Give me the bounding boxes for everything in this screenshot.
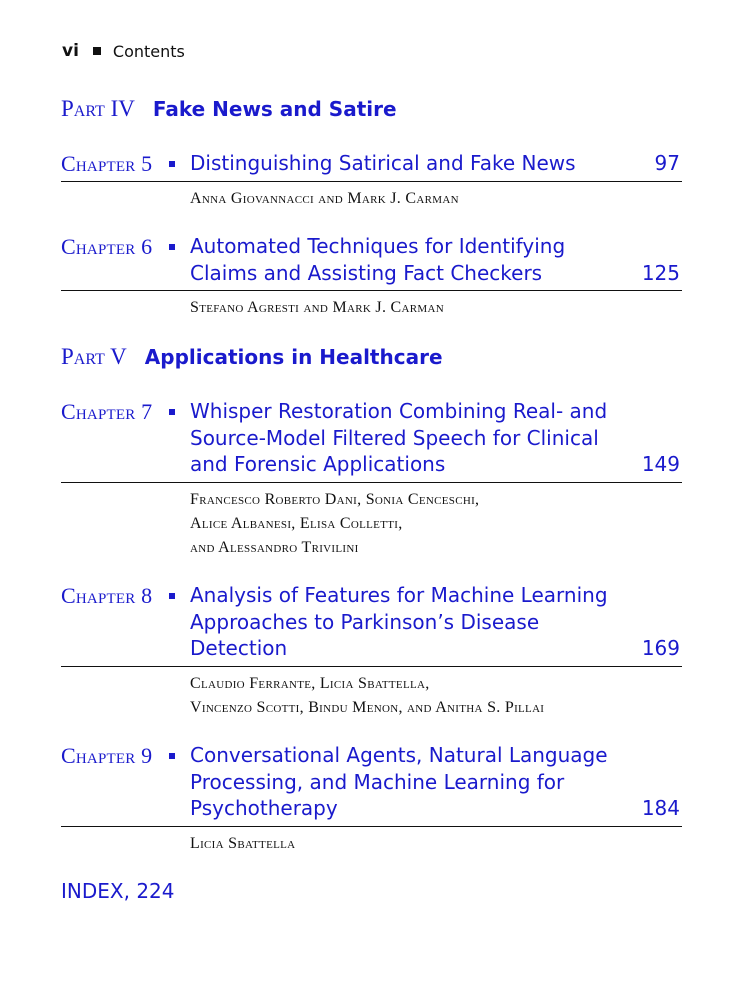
part-title[interactable]: Applications in Healthcare <box>144 345 443 369</box>
running-header <box>62 41 185 61</box>
toc-entry-chapter-5[interactable] <box>61 150 682 211</box>
toc-entry-chapter-6[interactable] <box>61 233 682 320</box>
author-line: Alice Albanesi, Elisa Colletti, <box>190 514 403 532</box>
chapter-label: Chapter 7 <box>61 399 153 424</box>
chapter-page[interactable]: 97 <box>654 151 680 175</box>
page-number: vi <box>62 41 79 61</box>
chapter-heading <box>61 150 682 182</box>
square-bullet-icon <box>169 593 175 599</box>
section-label: Contents <box>112 41 185 61</box>
chapter-label: Chapter 6 <box>61 234 153 259</box>
chapter-label: Chapter 9 <box>61 743 153 768</box>
chapter-title-line: Conversational Agents, Natural Language <box>190 743 608 767</box>
chapter-title-line: and Forensic Applications <box>190 452 446 476</box>
part-title[interactable]: Fake News and Satire <box>152 97 397 121</box>
part-label: Part IV <box>61 96 135 121</box>
chapter-title-line: Psychotherapy <box>190 796 338 820</box>
chapter-page[interactable]: 169 <box>641 636 680 660</box>
author-line: Claudio Ferrante, Licia Sbattella, <box>190 674 430 692</box>
chapter-title[interactable] <box>190 582 632 662</box>
chapter-authors <box>190 187 682 211</box>
square-bullet-icon <box>169 753 175 759</box>
chapter-heading <box>61 742 682 827</box>
chapter-title-line: Whisper Restoration Combining Real- and <box>190 399 608 423</box>
part-label: Part V <box>61 344 127 369</box>
chapter-authors <box>190 832 682 856</box>
toc-entry-chapter-7[interactable] <box>61 398 682 560</box>
chapter-heading <box>61 582 682 667</box>
chapter-authors <box>190 296 682 320</box>
part-heading-v <box>61 344 443 370</box>
chapter-authors <box>190 488 682 560</box>
chapter-title[interactable] <box>190 398 632 478</box>
chapter-title-line: Claims and Assisting Fact Checkers <box>190 260 543 285</box>
square-bullet-icon <box>93 47 101 55</box>
chapter-title-line: Approaches to Parkinson’s Disease <box>190 609 540 634</box>
square-bullet-icon <box>169 409 175 415</box>
author-line: Vincenzo Scotti, Bindu Menon, and Anitha S. Pillai <box>190 698 545 716</box>
index-link[interactable]: INDEX, 224 <box>61 879 175 903</box>
chapter-authors <box>190 672 682 720</box>
chapter-title[interactable] <box>190 233 632 286</box>
chapter-page[interactable]: 184 <box>641 796 680 820</box>
toc-entry-chapter-9[interactable] <box>61 742 682 856</box>
chapter-label: Chapter 5 <box>61 151 153 176</box>
chapter-title-line: Detection <box>190 636 288 660</box>
author-line: and Alessandro Trivilini <box>190 538 359 556</box>
chapter-title[interactable] <box>190 150 632 177</box>
chapter-title-line: Automated Techniques for Identifying <box>190 234 566 258</box>
chapter-label: Chapter 8 <box>61 583 153 608</box>
chapter-title-line: Distinguishing Satirical and Fake News <box>190 151 576 175</box>
chapter-title-line: Source-Model Filtered Speech for Clinical <box>190 425 599 450</box>
author-line: Stefano Agresti and Mark J. Carman <box>190 299 444 316</box>
square-bullet-icon <box>169 161 175 167</box>
square-bullet-icon <box>169 244 175 250</box>
part-heading-iv <box>61 96 397 122</box>
author-line: Francesco Roberto Dani, Sonia Cenceschi, <box>190 490 480 508</box>
chapter-title-line: Processing, and Machine Learning for <box>190 769 565 794</box>
author-line: Anna Giovannacci and Mark J. Carman <box>190 189 459 207</box>
chapter-title[interactable] <box>190 742 632 822</box>
toc-entry-chapter-8[interactable] <box>61 582 682 720</box>
author-line: Licia Sbattella <box>190 834 296 852</box>
chapter-heading <box>61 398 682 483</box>
chapter-page[interactable]: 149 <box>641 452 680 476</box>
chapter-title-line: Analysis of Features for Machine Learning <box>190 583 608 607</box>
chapter-page[interactable]: 125 <box>641 260 680 285</box>
chapter-heading <box>61 233 682 291</box>
